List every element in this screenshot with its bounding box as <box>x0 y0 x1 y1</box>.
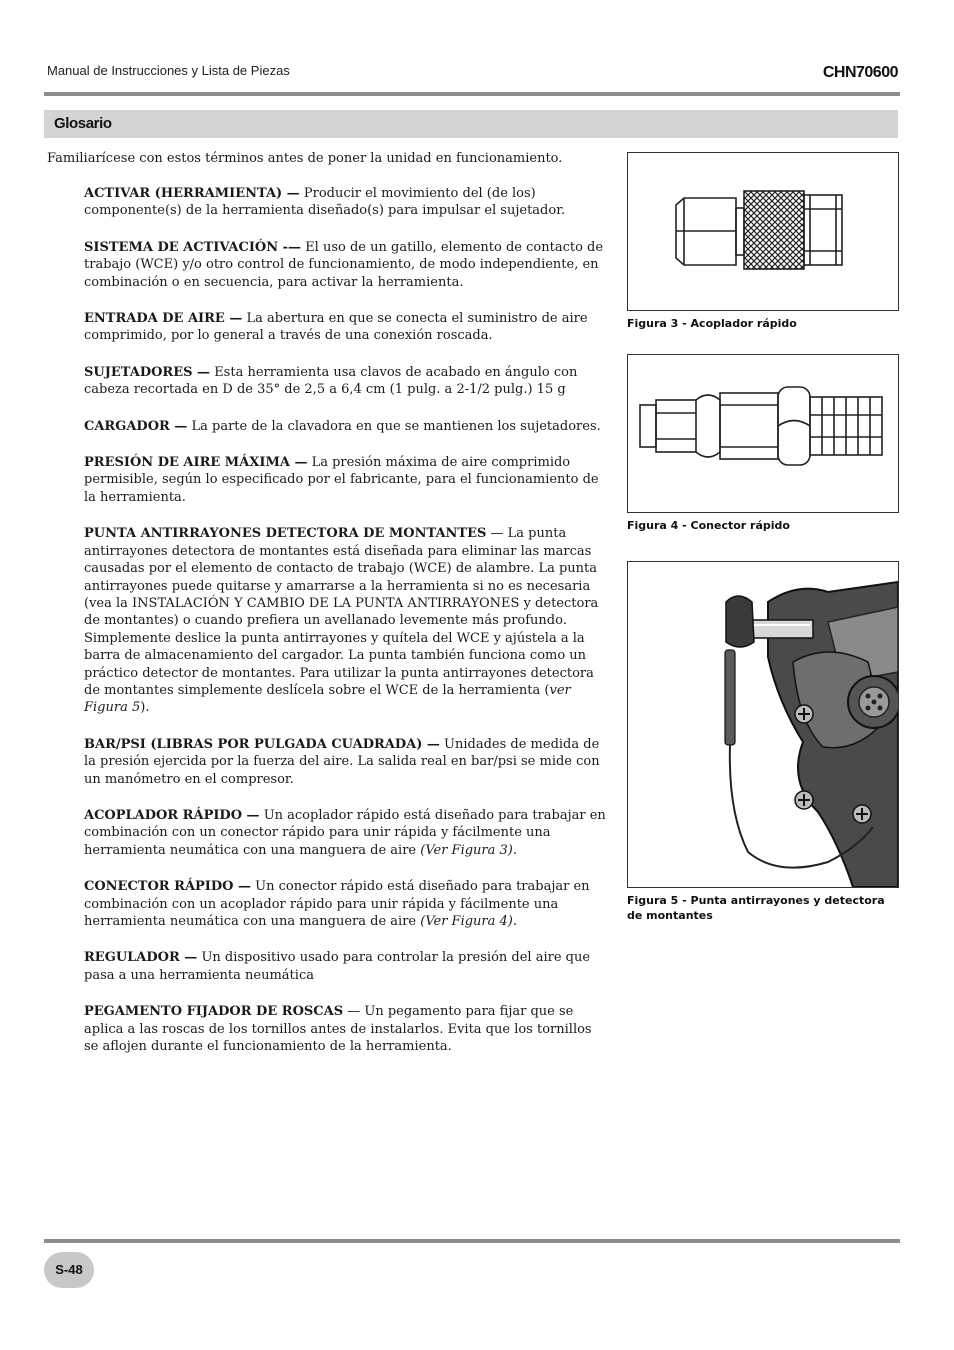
glossary-entry <box>84 949 609 984</box>
figure-reference: (Ver Figura 3) <box>420 842 513 858</box>
term-definition: Esta herramienta usa clavos de acabado en ángulo con cabeza recortada en D de 35° de 2,5 a 6,4 cm (1 pulg. a 2-1/2 pulg.) 15 g <box>84 364 578 398</box>
glossary-entry <box>84 364 609 399</box>
glossary-entry <box>84 418 609 435</box>
term-name: CONECTOR RÁPIDO — <box>84 879 252 895</box>
quick-connector-illustration <box>628 355 898 512</box>
term-definition: Un dispositivo usado para controlar la presión del aire que pasa a una herramienta neumática <box>84 950 591 983</box>
term-name: PUNTA ANTIRRAYONES DETECTORA DE MONTANTES <box>84 526 487 542</box>
term-definition: Unidades de medida de la presión ejercida por la fuerza del aire. La salida real en bar/psi se mide con un manómetro en el compresor. <box>84 736 600 787</box>
section-header <box>44 110 898 138</box>
term-definition: El uso de un gatillo, elemento de contacto de trabajo (WCE) y/o otro control de funcionamiento, de modo independiente, en combinación o en secuencia, para activar la herramienta. <box>84 239 604 290</box>
term-definition: — La punta antirrayones detectora de montantes está diseñada para eliminar las marcas causadas por el elemento de contacto de trabajo (WCE) de alambre. La punta antirrayones puede quitarse y amarrarse a la herramienta si no es necesaria (vea la INSTALACIÓN Y CAMBIO DE LA PUNTA ANTIRRAYONES y detectora de montantes) o cuando prefiera un avellanado levemente más profundo. Simplemente deslice la punta antirrayones y quítela del WCE y ajústela a la barra de almacenamiento del cargador. La punta también funciona como un práctico detector de montantes. Para utilizar la punta antirrayones detectora de montantes simplemente deslícela sobre el WCE de la herramienta ( <box>84 526 599 698</box>
term-name: PRESIÓN DE AIRE MÁXIMA — <box>84 455 308 471</box>
figure-5-no-mar-tip <box>627 561 899 888</box>
term-definition: Producir el movimiento del (de los) componente(s) de la herramienta diseñado(s) para impulsar el sujetador. <box>84 186 566 219</box>
figure-reference: (Ver Figura 4) <box>420 914 513 929</box>
term-definition: Un acoplador rápido está diseñado para trabajar en combinación con un conector rápido para unir rápida y fácilmente una herramienta neumática con una manguera de aire <box>84 807 606 858</box>
term-definition: — Un pegamento para fijar que se aplica a las roscas de los tornillos antes de instalarlos. Evita que los tornillos se aflojen durante el funcionamiento de la herramienta. <box>84 1004 592 1055</box>
term-name: SUJETADORES — <box>84 364 211 380</box>
term-name: REGULADOR — <box>84 950 198 966</box>
term-definition-tail: ). <box>140 700 150 716</box>
term-definition: La parte de la clavadora en que se mantienen los sujetadores. <box>187 418 601 434</box>
glossary-entry <box>84 310 609 345</box>
term-definition: Un conector rápido está diseñado para trabajar en combinación con un acoplador rápido para unir rápida y fácilmente una herramienta neumática con una manguera de aire <box>84 879 590 929</box>
term-name: SISTEMA DE ACTIVACIÓN -— <box>84 239 302 255</box>
glossary-entry <box>84 185 609 220</box>
glossary-list <box>84 185 609 1074</box>
figure-3-quick-coupler <box>627 152 899 311</box>
glossary-entry <box>84 239 609 291</box>
term-name: ACTIVAR (HERRAMIENTA) — <box>84 186 300 201</box>
intro-text: Familiarícese con estos términos antes de poner la unidad en funcionamiento. <box>47 151 563 166</box>
term-definition-tail: . <box>512 842 518 858</box>
glossary-entry <box>84 525 609 716</box>
footer-divider <box>44 1239 900 1243</box>
term-definition: La presión máxima de aire comprimido permisible, según lo especificado por el fabricante, para el funcionamiento de la herramienta. <box>84 455 599 505</box>
term-name: ACOPLADOR RÁPIDO — <box>84 807 260 823</box>
model-number: CHN70600 <box>822 64 898 81</box>
page-number: S-48 <box>55 1262 83 1277</box>
glossary-entry <box>84 807 609 859</box>
term-name: ENTRADA DE AIRE — <box>84 311 243 327</box>
figure-4-caption: Figura 4 - Conector rápido <box>627 519 790 532</box>
page-number-badge <box>44 1252 94 1288</box>
figure-5-caption: Figura 5 - Punta antirrayones y detectora de montantes <box>627 894 885 922</box>
glossary-entry <box>84 454 609 506</box>
term-definition-tail: . <box>512 914 518 929</box>
term-name: BAR/PSI (LIBRAS POR PULGADA CUADRADA) — <box>84 736 440 752</box>
section-title: Glosario <box>54 115 112 132</box>
figure-3-caption: Figura 3 - Acoplador rápido <box>627 317 797 330</box>
glossary-entry <box>84 878 609 930</box>
glossary-entry <box>84 736 609 788</box>
term-name: PEGAMENTO FIJADOR DE ROSCAS <box>84 1004 344 1020</box>
term-name: CARGADOR — <box>84 418 188 434</box>
quick-coupler-illustration <box>628 153 898 310</box>
header-divider <box>44 92 900 96</box>
figure-4-quick-connector <box>627 354 899 513</box>
manual-title: Manual de Instrucciones y Lista de Piezas <box>47 63 290 78</box>
no-mar-tip-photo <box>628 562 898 887</box>
figure-reference: ver Figura 5 <box>84 682 571 716</box>
term-definition: La abertura en que se conecta el suministro de aire comprimido, por lo general a través de una conexión roscada. <box>84 311 588 344</box>
glossary-entry <box>84 1003 609 1055</box>
